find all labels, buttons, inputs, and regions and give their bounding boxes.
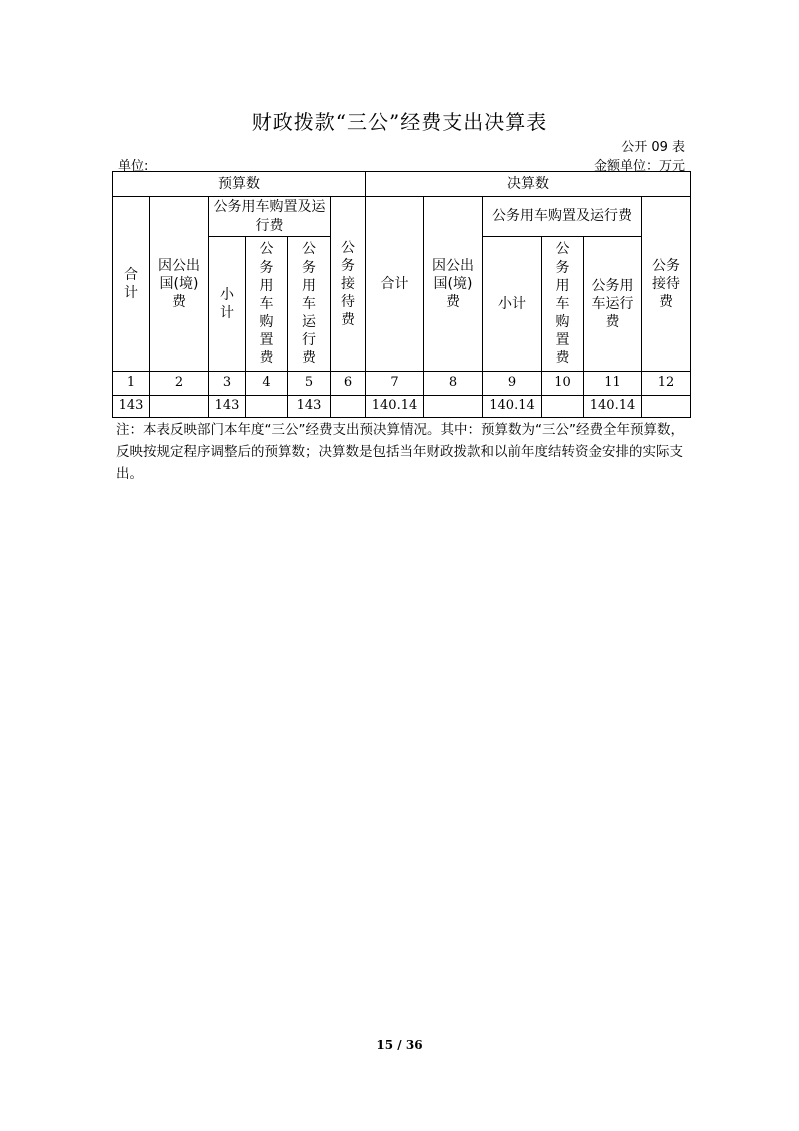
table-note: 注：本表反映部门本年度“三公”经费支出预决算情况。其中：预算数为“三公”经费全年预算数，反映按规定程序调整后的预算数；决算数是包括当年财政拨款和以前年度结转资金安排的实际支出。 — [116, 422, 684, 482]
value-cell — [331, 396, 366, 418]
final-vehicle-purchase-header: 公务用车购置费 — [542, 237, 584, 372]
page-title: 财政拨款“三公”经费支出决算表 — [251, 110, 548, 134]
value-cell: 140.14 — [366, 396, 424, 418]
value-cell — [246, 396, 288, 418]
final-total-header: 合计 — [366, 197, 424, 372]
index-cell: 11 — [584, 372, 642, 396]
group-header-budget: 预算数 — [113, 172, 366, 197]
money-unit-label: 金额单位：万元 — [593, 159, 685, 174]
final-vehicle-group-header: 公务用车购置及运行费 — [483, 197, 642, 237]
index-cell: 6 — [331, 372, 366, 396]
budget-reception-header: 公务接待费 — [331, 197, 366, 372]
budget-total-header: 合计 — [113, 197, 150, 372]
index-cell: 12 — [642, 372, 691, 396]
final-reception-header: 公务接待费 — [642, 197, 691, 372]
index-cell: 2 — [150, 372, 209, 396]
form-number: 公开 09 表 — [621, 140, 685, 155]
final-vehicle-operation-header: 公务用车运行费 — [584, 237, 642, 372]
final-vehicle-subtotal-header: 小计 — [483, 237, 542, 372]
final-abroad-header: 因公出国(境)费 — [424, 197, 483, 372]
unit-label: 单位: — [118, 159, 149, 174]
index-cell: 9 — [483, 372, 542, 396]
page-number: 15 / 36 — [376, 1038, 423, 1052]
index-cell: 4 — [246, 372, 288, 396]
value-cell — [150, 396, 209, 418]
index-cell: 1 — [113, 372, 150, 396]
value-cell: 143 — [113, 396, 150, 418]
group-header-final: 决算数 — [366, 172, 691, 197]
value-cell — [542, 396, 584, 418]
index-cell: 8 — [424, 372, 483, 396]
budget-vehicle-purchase-header: 公务用车购置费 — [246, 237, 288, 372]
index-cell: 7 — [366, 372, 424, 396]
value-cell: 143 — [209, 396, 246, 418]
budget-vehicle-subtotal-header: 小计 — [209, 237, 246, 372]
three-public-expense-table — [112, 171, 691, 418]
value-cell: 140.14 — [584, 396, 642, 418]
value-row — [113, 396, 691, 418]
index-cell: 3 — [209, 372, 246, 396]
budget-vehicle-group-header: 公务用车购置及运行费 — [209, 197, 331, 237]
value-cell: 143 — [288, 396, 331, 418]
value-cell — [424, 396, 483, 418]
budget-vehicle-operation-header: 公务用车运行费 — [288, 237, 331, 372]
value-cell — [642, 396, 691, 418]
value-cell: 140.14 — [483, 396, 542, 418]
index-row — [113, 372, 691, 396]
index-cell: 10 — [542, 372, 584, 396]
budget-abroad-header: 因公出国(境)费 — [150, 197, 209, 372]
index-cell: 5 — [288, 372, 331, 396]
